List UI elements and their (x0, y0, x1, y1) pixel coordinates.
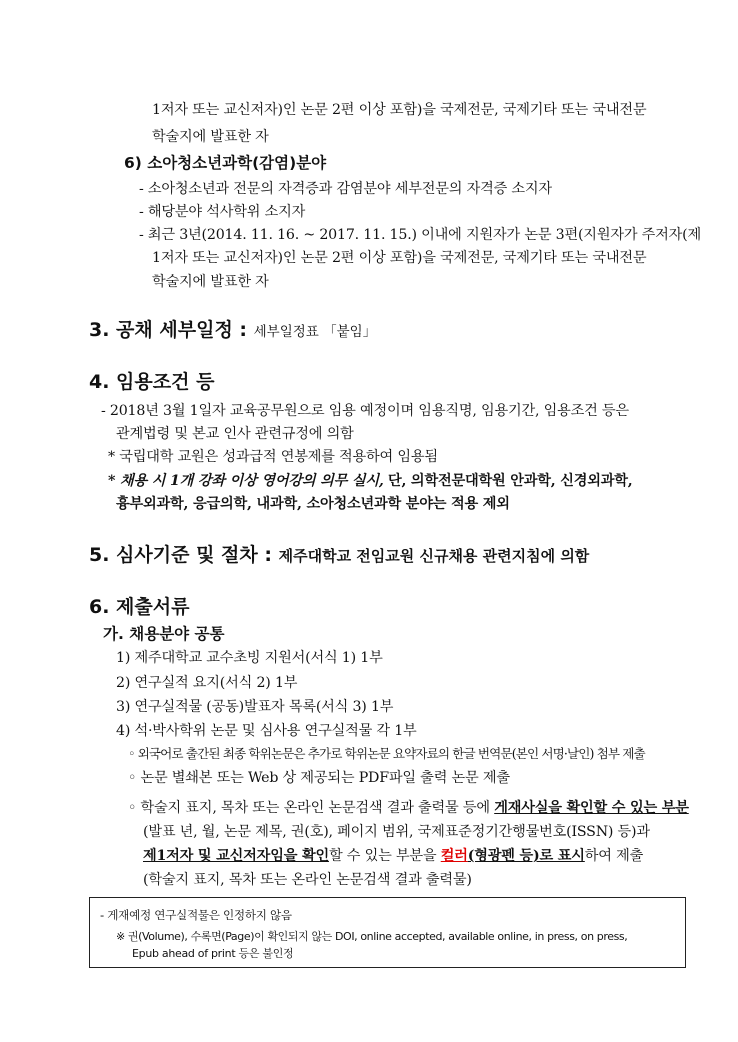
requirement-item: - 해당분야 석사학위 소지자 (139, 204, 306, 220)
section-6-subheading: 가. 채용분야 공통 (103, 625, 225, 643)
section-4-exemption-line: 흉부외과학, 응급의학, 내과학, 소아청소년과학 분야는 적용 제외 (116, 496, 510, 512)
section-5-text: 제주대학교 전임교원 신규채용 관련지침에 의함 (278, 547, 590, 565)
document-list-item: 4) 석·박사학위 논문 및 심사용 연구실적물 각 1부 (116, 723, 417, 739)
notice-box (89, 897, 686, 968)
document-list-item: 2) 연구실적 요지(서식 2) 1부 (116, 675, 298, 691)
bullet-text: 할 수 있는 부분을 (328, 848, 437, 864)
document-list-item: 3) 연구실적물 (공동)발표자 목록(서식 3) 1부 (116, 699, 394, 715)
bullet-text: ◦ 학술지 표지, 목차 또는 온라인 논문검색 결과 출력물 등에 (128, 800, 490, 816)
document-bullet (128, 799, 689, 817)
section-5-title: 5. 심사기준 및 절차 : (89, 544, 272, 566)
document-bullet: ◦ 외국어로 출간된 최종 학위논문은 추가로 학위논문 요약자료의 한글 번역문(본인 서명·날인) 첨부 제출 (128, 746, 645, 761)
document-bullet: ◦ 논문 별쇄본 또는 Web 상 제공되는 PDF파일 출력 논문 제출 (128, 770, 510, 786)
requirement-continuation-line: 학술지에 발표한 자 (152, 129, 269, 145)
notice-line: - 게재예정 연구실적물은 인정하지 않음 (100, 908, 292, 922)
field-heading-pediatrics: 6) 소아청소년과학(감염)분야 (124, 154, 327, 172)
emphasis-text: (형광펜 등)로 표시 (467, 848, 585, 864)
document-list-item: 1) 제주대학교 교수초빙 지원서(서식 1) 1부 (116, 650, 383, 666)
notice-line: Epub ahead of print 등은 불인정 (132, 947, 294, 960)
section-6-heading: 6. 제출서류 (89, 596, 190, 618)
section-4-line: * 국립대학 교원은 성과급적 연봉제를 적용하여 임용됨 (108, 449, 438, 465)
requirement-item: 1저자 또는 교신저자)인 논문 2편 이상 포함)을 국제전문, 국제기타 또는 국내전문 (152, 250, 647, 266)
requirement-item: - 소아청소년과 전문의 자격증과 감염분야 세부전문의 자격증 소지자 (139, 181, 552, 197)
notice-line: ※ 권(Volume), 수록면(Page)이 확인되지 않는 DOI, online accepted, available online, in press, on press, (116, 930, 628, 943)
section-4-line: - 2018년 3월 1일자 교육공무원으로 임용 예정이며 임용직명, 임용기간, 임용조건 등은 (101, 403, 629, 419)
requirement-item: 학술지에 발표한 자 (152, 274, 269, 290)
document-bullet-line: (학술지 표지, 목차 또는 온라인 논문검색 결과 출력물) (143, 872, 472, 888)
section-4-note (108, 472, 632, 490)
document-bullet-line (143, 847, 643, 865)
requirement-item: - 최근 3년(2014. 11. 16. ~ 2017. 11. 15.) 이내에 지원자가 논문 3편(지원자가 주저자(제 (139, 227, 701, 243)
exemption-note: 단, 의학전문대학원 안과학, 신경외과학, (387, 473, 633, 489)
english-lecture-note: * 채용 시 1개 강좌 이상 영어강의 의무 실시, (108, 473, 384, 489)
emphasis-text: 제1저자 및 교신저자임을 확인 (143, 848, 329, 864)
section-3-heading (89, 318, 376, 344)
section-3-text: 세부일정표 「붙임」 (253, 324, 377, 340)
emphasis-text: 게재사실을 확인할 수 있는 부분 (494, 800, 689, 816)
section-4-heading: 4. 임용조건 등 (89, 371, 215, 393)
document-bullet-line: (발표 년, 월, 논문 제목, 권(호), 페이지 범위, 국제표준정기간행물번호(ISSN) 등)과 (143, 824, 650, 840)
bullet-text: 하여 제출 (584, 848, 644, 864)
section-4-line: 관계법령 및 본교 인사 관련규정에 의함 (116, 426, 354, 442)
requirement-continuation-line: 1저자 또는 교신저자)인 논문 2편 이상 포함)을 국제전문, 국제기타 또는 국내전문 (152, 102, 647, 118)
color-emphasis-text: 컬러 (440, 848, 468, 864)
section-3-title: 3. 공채 세부일정 : (89, 319, 248, 341)
section-5-heading (89, 543, 589, 568)
